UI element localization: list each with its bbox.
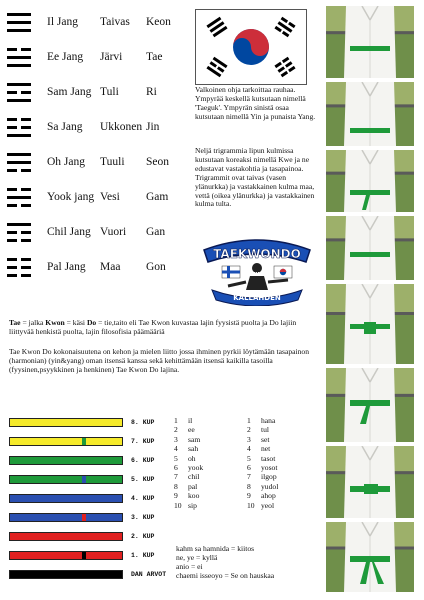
number-word: il bbox=[188, 416, 193, 425]
belt-photo bbox=[326, 82, 414, 146]
number-digit: 3 bbox=[247, 434, 251, 444]
number-digit: 7 bbox=[247, 472, 251, 482]
trigram-element: Järvi bbox=[100, 51, 123, 63]
phrases bbox=[176, 545, 316, 581]
belt-swatch bbox=[9, 494, 123, 503]
trigram-line bbox=[7, 99, 31, 102]
trigram-2-icon bbox=[7, 45, 31, 71]
number-word: sam bbox=[188, 434, 201, 444]
number-word: oh bbox=[188, 453, 196, 463]
trigram-line bbox=[7, 258, 31, 261]
photo-illustration bbox=[326, 446, 414, 518]
trigram-line bbox=[7, 83, 31, 86]
number-word: ahop bbox=[261, 491, 276, 501]
photo-illustration bbox=[326, 368, 414, 442]
trigram-poomsae-name: Oh Jang bbox=[47, 156, 86, 168]
trigram-korean-name: Gon bbox=[146, 261, 166, 273]
belt-label: 2. KUP bbox=[131, 533, 155, 540]
flag-text-2: Neljä trigrammia lipun kulmissa kutsutaan koreaksi nimellä Kwe ja ne edustavat vastakohtia ja tasapainoa. Trigrammit ovat taivas (vasen ylänurkka) ja vastakkainen kulma maa, vettä (oikea ylänurkka) ja vastakkainen kulma tulta. bbox=[195, 146, 315, 209]
trigram-element: Vuori bbox=[100, 226, 127, 238]
number-word: ee bbox=[188, 425, 195, 435]
belt-photo bbox=[326, 522, 414, 592]
trigram-7-icon bbox=[7, 220, 31, 246]
trigram-poomsae-name: Pal Jang bbox=[47, 261, 86, 273]
trigram-korean-name: Gam bbox=[146, 191, 169, 203]
logo-sub: FIN bbox=[252, 272, 262, 278]
trigram-line bbox=[7, 266, 31, 269]
number-word: tasot bbox=[261, 453, 276, 463]
flag-text-1: Valkoinen ohja tarkoittaa rauhaa. Ympyrää keskellä kutsutaan nimellä 'Taeguk'. Ympyrän sinistä osaa kutsutaan nimellä Yin ja punaista Yang. bbox=[195, 85, 316, 121]
trigram-1-icon bbox=[7, 10, 31, 36]
number-digit: 8 bbox=[174, 481, 178, 491]
belt-swatch bbox=[9, 551, 123, 560]
trigram-line bbox=[7, 169, 31, 172]
number-digit: 3 bbox=[174, 434, 178, 444]
belt-stripe bbox=[82, 514, 86, 521]
trigram-line bbox=[7, 223, 31, 226]
trigram-6-icon bbox=[7, 185, 31, 211]
belt-swatch bbox=[9, 456, 123, 465]
trigram-poomsae-name: Sa Jang bbox=[47, 121, 83, 133]
club-logo bbox=[198, 228, 316, 306]
korean-flag bbox=[195, 9, 307, 85]
belt-photo bbox=[326, 446, 414, 518]
number-word: yook bbox=[188, 463, 204, 472]
trigram-line bbox=[7, 196, 31, 199]
number-digit: 5 bbox=[247, 453, 251, 463]
trigram-8-icon bbox=[7, 255, 31, 281]
number-digit: 2 bbox=[247, 425, 251, 435]
trigram-line bbox=[7, 91, 31, 94]
number-word: net bbox=[261, 444, 271, 454]
meaning-paragraph bbox=[9, 319, 309, 337]
belt-swatch bbox=[9, 532, 123, 541]
number-word: yeol bbox=[261, 500, 275, 510]
number-word: yudol bbox=[261, 481, 279, 491]
trigram-line bbox=[7, 13, 31, 16]
number-digit: 7 bbox=[174, 472, 178, 482]
trigram-line bbox=[7, 274, 31, 277]
number-word: chil bbox=[188, 472, 200, 482]
number-word: sah bbox=[188, 444, 199, 454]
trigram-korean-name: Tae bbox=[146, 51, 163, 63]
trigram-line bbox=[7, 231, 31, 234]
trigram-line bbox=[7, 204, 31, 207]
belt-label: 3. KUP bbox=[131, 514, 155, 521]
number-digit: 9 bbox=[247, 491, 251, 501]
trigram-line bbox=[7, 239, 31, 242]
trigram-line bbox=[7, 134, 31, 137]
phrase-no: anio = ei bbox=[176, 561, 203, 571]
do-word: Do bbox=[86, 318, 97, 327]
belt-photo bbox=[326, 216, 414, 280]
belt-label: 5. KUP bbox=[131, 476, 155, 483]
tae-definition: = jalka bbox=[20, 318, 46, 327]
belt-photo bbox=[326, 368, 414, 442]
trigram-element: Maa bbox=[100, 261, 121, 273]
belt-stripe bbox=[82, 438, 86, 445]
philosophy-paragraph: Tae Kwon Do kokonaisuutena on kehon ja mielen liitto jossa ihminen pyrkii löytämään tasapainon (harmonian) (yin&yang) oman itsensä kanssa sekä kehittämään itsensä kaikilla tasoilla (fyysinen,psyykkinen ja henkinen) Tae Kwon Do lajina. bbox=[9, 347, 309, 374]
tae-word: Tae bbox=[9, 318, 21, 327]
trigram-korean-name: Keon bbox=[146, 16, 171, 28]
belt-photo bbox=[326, 6, 414, 78]
do-definition: = tie,taito eli Tae Kwon kuvastaa lajin fyysistä puolta ja Do lajiin liittyvää henkistä puolta, lajin filosofisia päämääriä bbox=[9, 318, 297, 336]
logo-bottom: KALLAHDEN bbox=[233, 294, 281, 302]
trigram-poomsae-name: Il Jang bbox=[47, 16, 78, 28]
logo-title: TAEKWONDO bbox=[213, 247, 301, 261]
trigram-poomsae-name: Yook jang bbox=[47, 191, 95, 203]
trigram-line bbox=[7, 161, 31, 164]
number-word: set bbox=[261, 434, 270, 444]
trigram-poomsae-name: Sam Jang bbox=[47, 86, 92, 98]
number-digit: 10 bbox=[247, 500, 255, 510]
trigram-4-icon bbox=[7, 115, 31, 141]
belt-label: DAN ARVOT bbox=[131, 571, 167, 578]
number-digit: 4 bbox=[174, 444, 178, 454]
photo-illustration bbox=[326, 522, 414, 592]
phrase-thanks: kahm sa hamnida = kiitos bbox=[176, 544, 255, 553]
belt-swatch bbox=[9, 437, 123, 446]
belt-swatch bbox=[9, 418, 123, 427]
trigram-line bbox=[7, 29, 31, 32]
trigram-line bbox=[7, 118, 31, 121]
number-digit: 10 bbox=[174, 500, 182, 510]
number-digit: 9 bbox=[174, 491, 178, 501]
trigram-element: Tuuli bbox=[100, 156, 125, 168]
number-digit: 5 bbox=[174, 453, 178, 463]
trigram-korean-name: Seon bbox=[146, 156, 169, 168]
belt-label: 4. KUP bbox=[131, 495, 155, 502]
belt-photo bbox=[326, 284, 414, 364]
number-digit: 6 bbox=[247, 463, 251, 472]
number-word: yosot bbox=[261, 463, 278, 472]
number-word: tul bbox=[261, 425, 270, 435]
photo-illustration bbox=[326, 284, 414, 364]
belt-swatch bbox=[9, 570, 123, 579]
number-digit: 1 bbox=[174, 416, 178, 425]
number-word: pal bbox=[188, 481, 198, 491]
phrase-fun: chaemi isseoyo = Se on hauskaa bbox=[176, 570, 275, 580]
belt-label: 7. KUP bbox=[131, 438, 155, 445]
number-word: hana bbox=[261, 416, 276, 425]
trigram-line bbox=[7, 153, 31, 156]
trigram-element: Tuli bbox=[100, 86, 119, 98]
trigram-line bbox=[7, 56, 31, 59]
number-digit: 4 bbox=[247, 444, 251, 454]
photo-illustration bbox=[326, 82, 414, 146]
number-word: ilgop bbox=[261, 472, 277, 482]
trigram-element: Ukkonen bbox=[100, 121, 143, 133]
trigram-poomsae-name: Chil Jang bbox=[47, 226, 91, 238]
number-digit: 2 bbox=[174, 425, 178, 435]
number-digit: 8 bbox=[247, 481, 251, 491]
trigram-line bbox=[7, 126, 31, 129]
belt-stripe bbox=[82, 552, 86, 559]
belt-label: 8. KUP bbox=[131, 419, 155, 426]
taekwondo-logo-icon bbox=[198, 228, 316, 306]
trigram-5-icon bbox=[7, 150, 31, 176]
trigram-element: Vesi bbox=[100, 191, 120, 203]
number-digit: 1 bbox=[247, 416, 251, 425]
phrase-yes: ne, ye = kyllä bbox=[176, 552, 218, 562]
belt-label: 1. KUP bbox=[131, 552, 155, 559]
trigram-korean-name: Jin bbox=[146, 121, 160, 133]
kwon-definition: = käsi bbox=[64, 318, 87, 327]
number-digit: 6 bbox=[174, 463, 178, 472]
photo-illustration bbox=[326, 216, 414, 280]
belt-stripe bbox=[82, 476, 86, 483]
belt-photo bbox=[326, 150, 414, 212]
trigram-line bbox=[7, 21, 31, 24]
number-word: sip bbox=[188, 500, 197, 510]
trigram-element: Taivas bbox=[100, 16, 130, 28]
trigram-korean-name: Ri bbox=[146, 86, 157, 98]
belt-swatch bbox=[9, 475, 123, 484]
belt-label: 6. KUP bbox=[131, 457, 155, 464]
photo-illustration bbox=[326, 150, 414, 212]
number-word: koo bbox=[188, 491, 200, 501]
photo-illustration bbox=[326, 6, 414, 78]
trigram-3-icon bbox=[7, 80, 31, 106]
trigram-korean-name: Gan bbox=[146, 226, 166, 238]
belt-swatch bbox=[9, 513, 123, 522]
trigram-line bbox=[7, 48, 31, 51]
flag-icon bbox=[196, 10, 306, 84]
kwon-word: Kwon bbox=[45, 318, 65, 327]
trigram-line bbox=[7, 188, 31, 191]
trigram-line bbox=[7, 64, 31, 67]
trigram-poomsae-name: Ee Jang bbox=[47, 51, 84, 63]
